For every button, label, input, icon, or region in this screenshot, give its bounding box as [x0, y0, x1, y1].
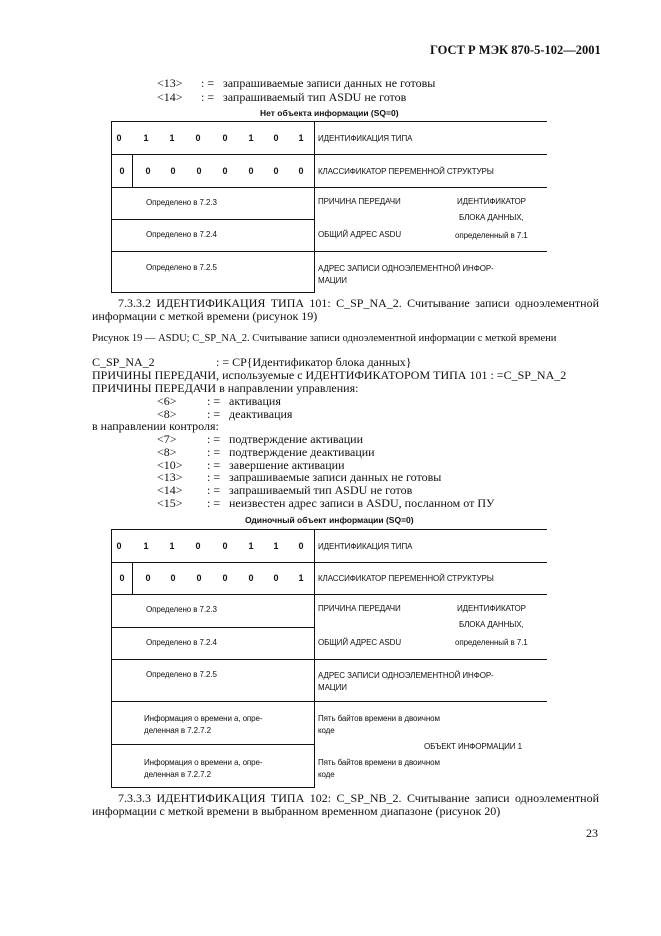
page-number: 23	[586, 826, 598, 840]
bit-value: 0	[196, 573, 202, 583]
diagram2-caption: Одиночный объект информации (SQ=0)	[245, 515, 414, 525]
list-sep: : =	[207, 496, 221, 510]
field-definition: Информация о времени а, опре-	[144, 758, 263, 767]
bit-value: 0	[273, 133, 279, 143]
bit-value: 1	[248, 541, 254, 551]
cot-line-2: ПРИЧИНЫ ПЕРЕДАЧИ в направлении управления:	[92, 381, 359, 395]
bit-value: 1	[169, 541, 175, 551]
diagram2-right-line	[314, 659, 547, 660]
diagram1-right-line	[314, 154, 547, 155]
list-text: запрашиваемый тип ASDU не готов	[229, 483, 413, 497]
list-code: <8>	[157, 407, 177, 421]
diagram2-rec-row	[111, 659, 315, 702]
bit-value: 0	[248, 573, 254, 583]
diagram2-right-line	[314, 562, 547, 563]
bit-value: 1	[273, 541, 279, 551]
document-header: ГОСТ Р МЭК 870-5-102—2001	[430, 43, 601, 57]
field-label: ОБЩИЙ АДРЕС ASDU	[318, 638, 402, 647]
bit-value: 1	[298, 133, 304, 143]
list-code: <13>	[157, 76, 183, 90]
bit-value: 0	[196, 166, 202, 176]
list-code: <7>	[157, 432, 177, 446]
field-definition: Определено в 7.2.5	[146, 263, 217, 272]
diagram2-right-line	[314, 701, 547, 702]
bit-value: 0	[119, 573, 125, 583]
block-id-label: определенный в 7.1	[455, 231, 528, 240]
field-label: АДРЕС ЗАПИСИ ОДНОЭЛЕМЕНТНОЙ ИНФОР-	[318, 264, 494, 273]
list-sep: : =	[207, 445, 221, 459]
list-sep: : =	[207, 394, 221, 408]
field-label: ОБЩИЙ АДРЕС ASDU	[318, 230, 402, 239]
list-text: завершение активации	[229, 458, 345, 472]
field-label: ИДЕНТИФИКАЦИЯ ТИПА	[318, 542, 413, 551]
bit-value: 0	[222, 166, 228, 176]
field-definition: Определено в 7.2.5	[146, 670, 217, 679]
field-label: КЛАССИФИКАТОР ПЕРЕМЕННОЙ СТРУКТУРЫ	[318, 574, 494, 583]
list-code: <15>	[157, 496, 183, 510]
list-code: <14>	[157, 90, 183, 104]
field-label: коде	[318, 770, 335, 779]
bit-value: 1	[169, 133, 175, 143]
field-definition: деленная в 7.2.7.2	[144, 770, 211, 779]
field-label: ПРИЧИНА ПЕРЕДАЧИ	[318, 604, 401, 613]
block-id-label: БЛОКА ДАННЫХ,	[459, 620, 524, 629]
diagram1-right-line	[314, 187, 547, 188]
list-code: <14>	[157, 483, 183, 497]
bit-value: 0	[145, 573, 151, 583]
field-definition: Определено в 7.2.4	[146, 638, 217, 647]
bit-value: 0	[222, 541, 228, 551]
list-text: активация	[229, 394, 281, 408]
bit-value: 0	[248, 166, 254, 176]
diagram1-right-line	[314, 121, 547, 122]
bit-value: 0	[116, 133, 122, 143]
field-label: АДРЕС ЗАПИСИ ОДНОЭЛЕМЕНТНОЙ ИНФОР-	[318, 671, 494, 680]
list-text: запрашиваемые записи данных не готовы	[229, 470, 442, 484]
field-definition: Определено в 7.2.3	[146, 605, 217, 614]
list-text: запрашиваемые записи данных не готовы	[223, 76, 436, 90]
list-sep: : =	[207, 432, 221, 446]
field-label: Пять байтов времени в двоичном	[318, 758, 440, 767]
diagram2-right-line	[314, 529, 547, 530]
list-item	[157, 91, 406, 104]
diagram1-right-line	[314, 251, 547, 252]
list-text: подтверждение активации	[229, 432, 364, 446]
info-object-label: ОБЪЕКТ ИНФОРМАЦИИ 1	[424, 742, 522, 751]
list-sep: : =	[207, 407, 221, 421]
bit-value: 1	[143, 133, 149, 143]
diagram2-right-line	[314, 594, 547, 595]
bit-value: 0	[273, 166, 279, 176]
bit-value: 0	[298, 166, 304, 176]
diagram1-vsq-divider	[132, 155, 133, 187]
section-7332: 7.3.3.2 ИДЕНТИФИКАЦИЯ ТИПА 101: C_SP_NA_2. Считывание записи одноэлементной информации с меткой времени (рисунок 19)	[92, 296, 599, 323]
bit-value: 0	[116, 541, 122, 551]
field-label: коде	[318, 726, 335, 735]
list-text: подтверждение деактивации	[229, 445, 375, 459]
list-item	[157, 77, 435, 90]
list-sep: : =	[201, 90, 215, 104]
field-definition: Определено в 7.2.4	[146, 230, 217, 239]
definition-right: : = CP{Идентификатор блока данных}	[216, 355, 412, 369]
field-definition: Определено в 7.2.3	[146, 198, 217, 207]
cot-line-1: ПРИЧИНЫ ПЕРЕДАЧИ, используемые с ИДЕНТИФИКАТОРОМ ТИПА 101 : =C_SP_NA_2	[92, 368, 567, 382]
block-id-label: ИДЕНТИФИКАТОР	[457, 604, 526, 613]
list-text: неизвестен адрес записи в ASDU, посланном от ПУ	[229, 496, 495, 510]
list-sep: : =	[207, 483, 221, 497]
definition-left: C_SP_NA_2	[92, 355, 155, 369]
block-id-label: определенный в 7.1	[455, 638, 528, 647]
field-label: ИДЕНТИФИКАЦИЯ ТИПА	[318, 134, 413, 143]
monitor-heading: в направлении контроля:	[92, 419, 219, 433]
bit-value: 0	[170, 573, 176, 583]
bit-value: 0	[145, 166, 151, 176]
list-text: запрашиваемый тип ASDU не готов	[223, 90, 407, 104]
bit-value: 0	[222, 573, 228, 583]
bit-value: 0	[273, 573, 279, 583]
bit-value: 1	[143, 541, 149, 551]
field-label: МАЦИИ	[318, 276, 347, 285]
bit-value: 1	[298, 573, 304, 583]
block-id-label: ИДЕНТИФИКАТОР	[457, 197, 526, 206]
figure19-caption: Рисунок 19 — ASDU; C_SP_NA_2. Считывание записи одноэлементной информации с меткой времени	[92, 333, 557, 344]
list-item	[157, 497, 495, 510]
list-code: <8>	[157, 445, 177, 459]
bit-value: 0	[298, 541, 304, 551]
bit-value: 1	[248, 133, 254, 143]
field-label: МАЦИИ	[318, 683, 347, 692]
list-code: <6>	[157, 394, 177, 408]
field-definition: Информация о времени а, опре-	[144, 714, 263, 723]
bit-value: 0	[195, 133, 201, 143]
list-sep: : =	[207, 458, 221, 472]
field-definition: деленная в 7.2.7.2	[144, 726, 211, 735]
diagram1-caption: Нет объекта информации (SQ=0)	[260, 108, 399, 118]
list-text: деактивация	[229, 407, 293, 421]
field-label: КЛАССИФИКАТОР ПЕРЕМЕННОЙ СТРУКТУРЫ	[318, 167, 494, 176]
block-id-label: БЛОКА ДАННЫХ,	[459, 213, 524, 222]
bit-value: 0	[170, 166, 176, 176]
list-sep: : =	[207, 470, 221, 484]
list-code: <10>	[157, 458, 183, 472]
field-label: ПРИЧИНА ПЕРЕДАЧИ	[318, 197, 401, 206]
section-7333: 7.3.3.3 ИДЕНТИФИКАЦИЯ ТИПА 102: C_SP_NB_2. Считывание записи одноэлементной информации с меткой времени в выбранном временном диапазоне (рисунок 20)	[92, 791, 599, 818]
diagram2-vsq-divider	[132, 563, 133, 594]
bit-value: 0	[119, 166, 125, 176]
bit-value: 0	[195, 541, 201, 551]
field-label: Пять байтов времени в двоичном	[318, 714, 440, 723]
list-code: <13>	[157, 470, 183, 484]
list-sep: : =	[201, 76, 215, 90]
bit-value: 0	[222, 133, 228, 143]
